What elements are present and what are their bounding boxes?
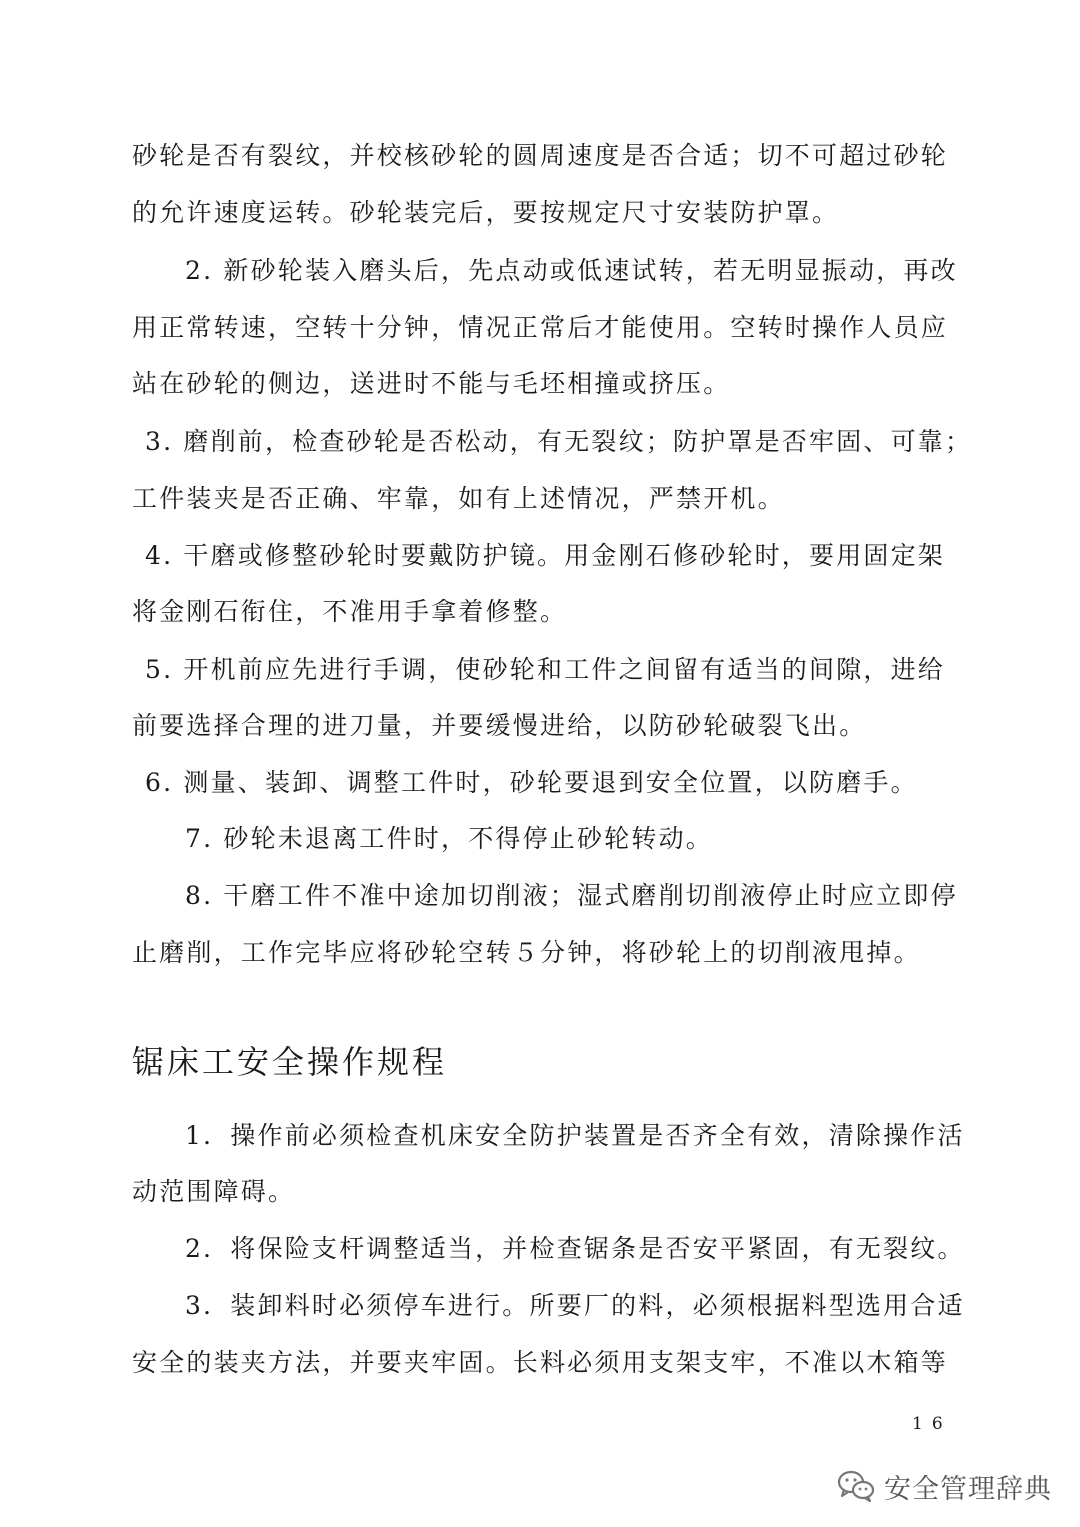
paragraph-line: 7. 砂轮未退离工件时，不得停止砂轮转动。: [185, 824, 714, 853]
paragraph-line: 前要选择合理的进刀量，并要缓慢进给，以防砂轮破裂飞出。: [132, 711, 867, 740]
paragraph-line: 8. 干磨工件不准中途加切削液；湿式磨削切削液停止时应立即停: [185, 881, 958, 910]
section-line: 安全的装夹方法，并要夹牢固。长料必须用支架支牢，不准以木箱等: [132, 1348, 949, 1377]
paragraph-line: 6. 测量、装卸、调整工件时，砂轮要退到安全位置，以防磨手。: [145, 768, 918, 797]
paragraph-line: 止磨削，工作完毕应将砂轮空转５分钟，将砂轮上的切削液甩掉。: [132, 938, 921, 967]
page-number: 16: [912, 1414, 952, 1434]
section-line: 3．装卸料时必须停车进行。所要厂的料，必须根据料型选用合适: [185, 1291, 965, 1320]
paragraph-line: 的允许速度运转。砂轮装完后，要按规定尺寸安装防护罩。: [132, 198, 840, 227]
paragraph-line: 3. 磨削前，检查砂轮是否松动，有无裂纹；防护罩是否牢固、可靠；: [145, 427, 973, 456]
paragraph-line: 工件装夹是否正确、牢靠，如有上述情况，严禁开机。: [132, 484, 785, 513]
paragraph-line: 5. 开机前应先进行手调，使砂轮和工件之间留有适当的间隙，进给: [145, 655, 946, 684]
section-line: 2．将保险支杆调整适当，并检查锯条是否安平紧固，有无裂纹。: [185, 1234, 965, 1263]
paragraph-line: 2. 新砂轮装入磨头后，先点动或低速试转，若无明显振动，再改: [185, 256, 958, 285]
section-line: 1．操作前必须检查机床安全防护装置是否齐全有效，清除操作活: [185, 1121, 965, 1150]
watermark-text: 安全管理辞典: [884, 1473, 1052, 1505]
paragraph-line: 用正常转速，空转十分钟，情况正常后才能使用。空转时操作人员应: [132, 313, 949, 342]
paragraph-line: 站在砂轮的侧边，送进时不能与毛坯相撞或挤压。: [132, 369, 731, 398]
paragraph-line: 砂轮是否有裂纹，并校核砂轮的圆周速度是否合适；切不可超过砂轮: [132, 141, 949, 170]
watermark: [836, 1466, 1052, 1506]
wechat-icon: [836, 1469, 876, 1503]
section-line: 动范围障碍。: [132, 1177, 296, 1206]
paragraph-line: 将金刚石衔住，不准用手拿着修整。: [132, 597, 568, 626]
section-title: 锯床工安全操作规程: [132, 1043, 448, 1081]
paragraph-line: 4. 干磨或修整砂轮时要戴防护镜。用金刚石修砂轮时，要用固定架: [145, 541, 946, 570]
